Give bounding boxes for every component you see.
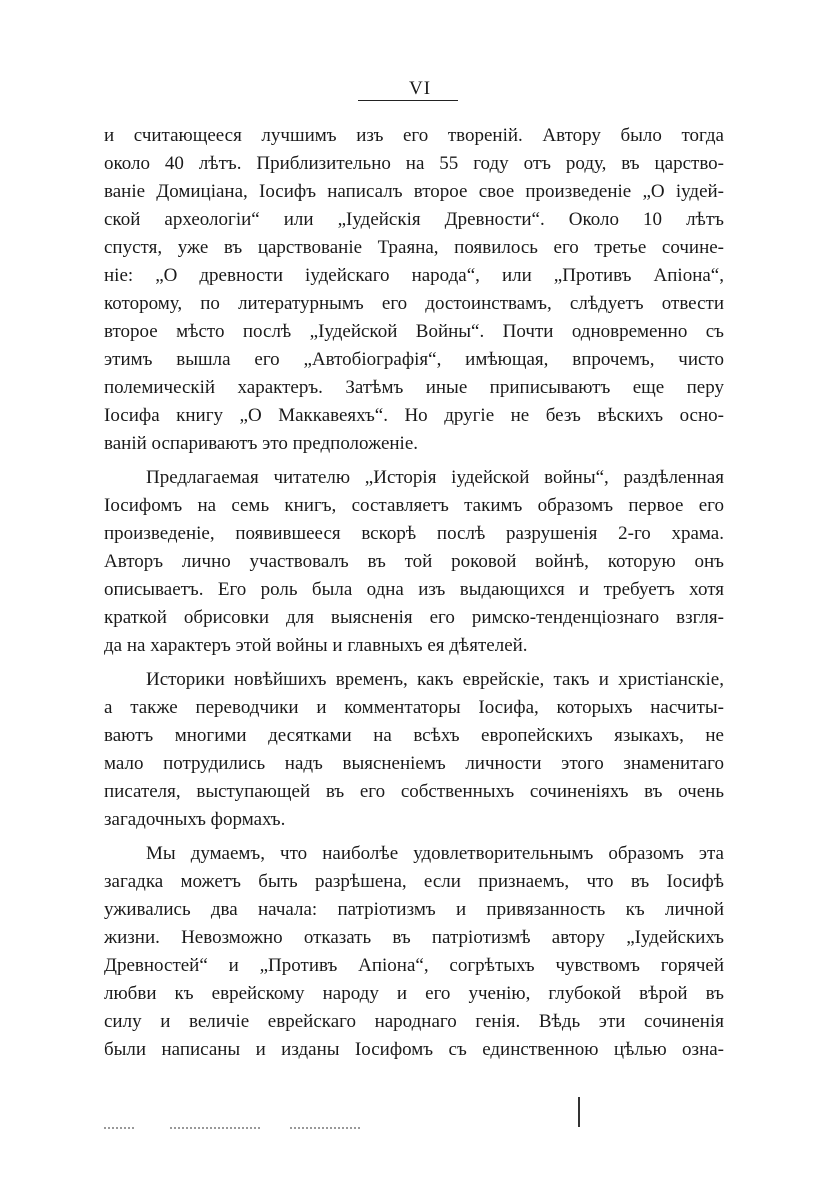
text-line: ніе: „О древности іудейскаго народа“, или „Противъ Апіона“, xyxy=(104,265,724,286)
scan-artifact-mark xyxy=(578,1097,580,1127)
scan-artifact-dots xyxy=(290,1127,360,1131)
text-line: да на характеръ этой войны и главныхъ ея дѣятелей. xyxy=(104,635,528,656)
body-text xyxy=(104,122,724,1064)
text-line: описываетъ. Его роль была одна изъ выдающихся и требуетъ хотя xyxy=(104,579,724,600)
text-line: и считающееся лучшимъ изъ его твореній. Автору было тогда xyxy=(104,125,724,146)
text-line: Предлагаемая читателю „Исторія іудейской войны“, раздѣленная xyxy=(146,467,724,488)
paragraph-1 xyxy=(104,122,724,458)
text-line: а также переводчики и комментаторы Іосифа, которыхъ насчиты- xyxy=(104,697,724,718)
text-line: ваніе Домиціана, Іосифъ написалъ второе свое произведеніе „О іудей- xyxy=(104,181,724,202)
text-line: произведеніе, появившееся вскорѣ послѣ разрушенія 2-го храма. xyxy=(104,523,724,544)
text-line: силу и величіе еврейскаго народнаго генія. Вѣдь эти сочиненія xyxy=(104,1011,724,1032)
text-line: около 40 лѣтъ. Приблизительно на 55 году отъ роду, въ царство- xyxy=(104,153,724,174)
text-line: ваній оспариваютъ это предположеніе. xyxy=(104,433,419,454)
text-line: писателя, выступающей въ его собственныхъ сочиненіяхъ въ очень xyxy=(104,781,724,802)
text-line: Авторъ лично участвовалъ въ той роковой войнѣ, которую онъ xyxy=(104,551,724,572)
text-line: ваютъ многими десятками на всѣхъ европейскихъ языкахъ, не xyxy=(104,725,724,746)
text-line: Іосифа книгу „О Маккавеяхъ“. Но другіе не безъ вѣскихъ осно- xyxy=(104,405,724,426)
header-rule xyxy=(358,100,458,101)
text-line: второе мѣсто послѣ „Іудейской Войны“. Почти одновременно съ xyxy=(104,321,724,342)
text-line: этимъ вышла его „Автобіографія“, имѣющая, впрочемъ, чисто xyxy=(104,349,724,370)
paragraph-4 xyxy=(104,840,724,1064)
text-line: загадка можетъ быть разрѣшена, если признаемъ, что въ Іосифѣ xyxy=(104,871,724,892)
scan-artifact-dots xyxy=(104,1127,134,1131)
text-line: мало потрудились надъ выясненіемъ личности этого знаменитаго xyxy=(104,753,724,774)
paragraph-3 xyxy=(104,666,724,834)
text-line: были написаны и изданы Іосифомъ съ единственною цѣлью озна- xyxy=(104,1039,724,1060)
text-line: Древностей“ и „Противъ Апіона“, согрѣтыхъ чувствомъ горячей xyxy=(104,955,724,976)
text-line: любви къ еврейскому народу и его ученію, глубокой вѣрой въ xyxy=(104,983,724,1004)
text-line: краткой обрисовки для выясненія его римско-тенденціознаго взгля- xyxy=(104,607,724,628)
scan-artifact-dots xyxy=(170,1127,260,1131)
text-line: загадочныхъ формахъ. xyxy=(104,809,286,830)
paragraph-2 xyxy=(104,464,724,660)
text-line: ской археологіи“ или „Іудейскія Древности“. Около 10 лѣтъ xyxy=(104,209,724,230)
text-line: Іосифомъ на семь книгъ, составляетъ такимъ образомъ первое его xyxy=(104,495,724,516)
text-line: Мы думаемъ, что наиболѣе удовлетворительнымъ образомъ эта xyxy=(146,843,724,864)
text-line: спустя, уже въ царствованіе Траяна, появилось его третье сочине- xyxy=(104,237,724,258)
text-line: которому, по литературнымъ его достоинствамъ, слѣдуетъ отвести xyxy=(104,293,724,314)
text-line: Историки новѣйшихъ временъ, какъ еврейскіе, такъ и христіанскіе, xyxy=(146,669,724,690)
text-line: уживались два начала: патріотизмъ и привязанность къ личной xyxy=(104,899,724,920)
page-number: VI xyxy=(408,78,432,99)
text-line: полемическій характеръ. Затѣмъ иные приписываютъ еще перу xyxy=(104,377,724,398)
text-line: жизни. Невозможно отказать въ патріотизмѣ автору „Іудейскихъ xyxy=(104,927,724,948)
